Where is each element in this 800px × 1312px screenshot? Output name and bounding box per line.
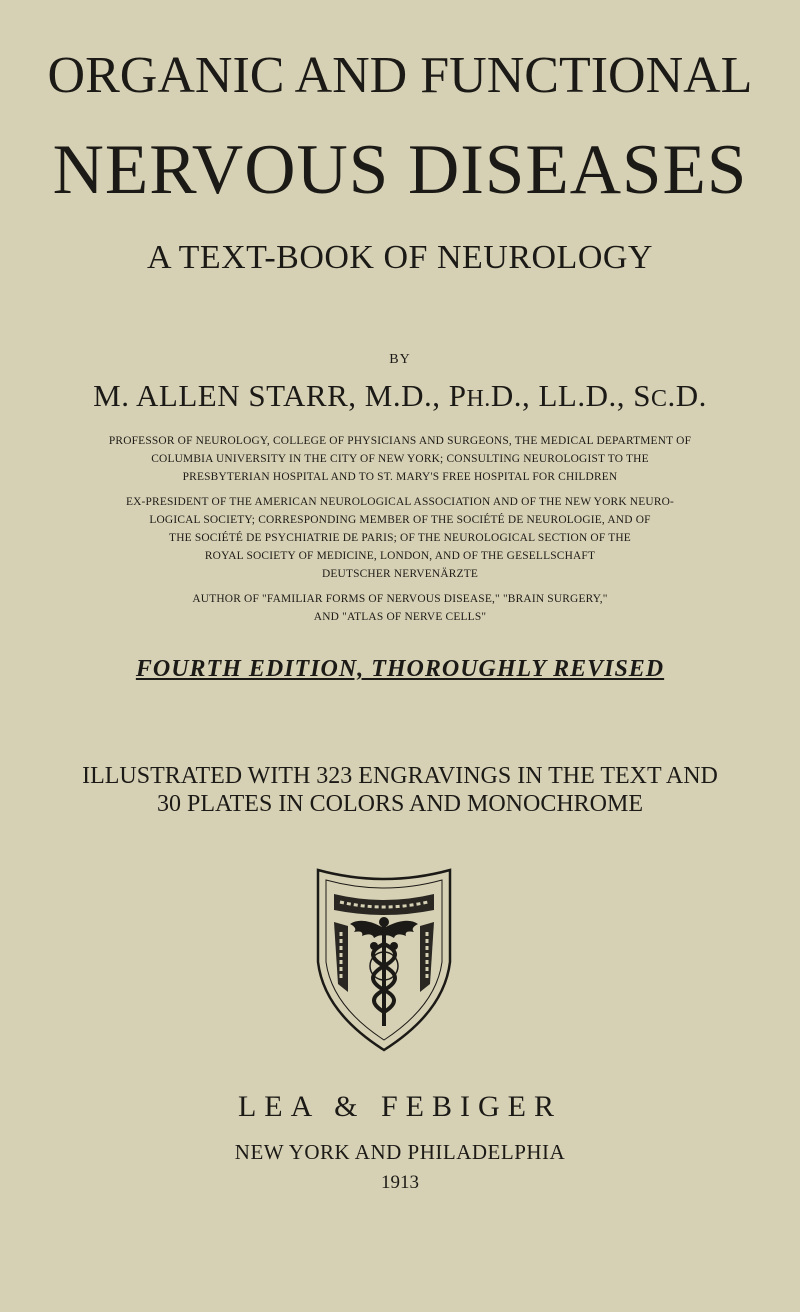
- membership-line: ROYAL SOCIETY OF MEDICINE, LONDON, AND OF THE GESELLSCHAFT: [204, 550, 596, 562]
- publisher-place: NEW YORK AND PHILADELPHIA: [234, 1140, 566, 1164]
- authorship-line: AND "ATLAS OF NERVE CELLS": [313, 611, 487, 623]
- professorship-line: COLUMBIA UNIVERSITY IN THE CITY OF NEW YORK; CONSULTING NEUROLOGIST TO THE: [151, 453, 649, 465]
- professorship-line: PRESBYTERIAN HOSPITAL AND TO ST. MARY'S FREE HOSPITAL FOR CHILDREN: [182, 471, 618, 483]
- author-scd-c: C: [650, 386, 668, 412]
- membership-line: DEUTSCHER NERVENÄRZTE: [321, 568, 479, 580]
- membership-line: THE SOCIÉTÉ DE PSYCHIATRIE DE PARIS; OF THE NEUROLOGICAL SECTION OF THE: [169, 532, 631, 544]
- membership-line: LOGICAL SOCIETY; CORRESPONDING MEMBER OF THE SOCIÉTÉ DE NEUROLOGIE, AND OF: [149, 514, 651, 526]
- author-phd-p: P: [448, 378, 467, 413]
- edition-statement: FOURTH EDITION, THOROUGHLY REVISED: [135, 656, 665, 682]
- author-name: [0, 378, 800, 417]
- author-scd-end: .D.: [667, 378, 707, 413]
- illustrations-line: 30 PLATES IN COLORS AND MONOCHROME: [156, 791, 644, 817]
- author-name-main: M. ALLEN STARR, M.D.,: [93, 378, 449, 413]
- professorship-line: PROFESSOR OF NEUROLOGY, COLLEGE OF PHYSICIANS AND SURGEONS, THE MEDICAL DEPARTMENT OF: [108, 435, 692, 447]
- membership-line: EX-PRESIDENT OF THE AMERICAN NEUROLOGICAL ASSOCIATION AND OF THE NEW YORK NEURO-: [125, 496, 675, 508]
- author-phd-degrees: D., LL.D., S: [490, 378, 651, 413]
- illustrations-line: ILLUSTRATED WITH 323 ENGRAVINGS IN THE TEXT AND: [82, 763, 718, 789]
- publisher-name: LEA & FEBIGER: [237, 1090, 562, 1123]
- author-phd-h: H.: [466, 386, 491, 412]
- subtitle: A TEXT-BOOK OF NEUROLOGY: [147, 239, 653, 276]
- title-line-2: NERVOUS DISEASES: [52, 131, 748, 209]
- by-label: BY: [389, 352, 411, 367]
- title-line-1: ORGANIC AND FUNCTIONAL: [47, 47, 753, 104]
- authorship-line: AUTHOR OF "FAMILIAR FORMS OF NERVOUS DISEASE," "BRAIN SURGERY,": [192, 593, 608, 605]
- publisher-caduceus-shield-icon: [304, 866, 464, 1054]
- publication-year: 1913: [381, 1172, 419, 1193]
